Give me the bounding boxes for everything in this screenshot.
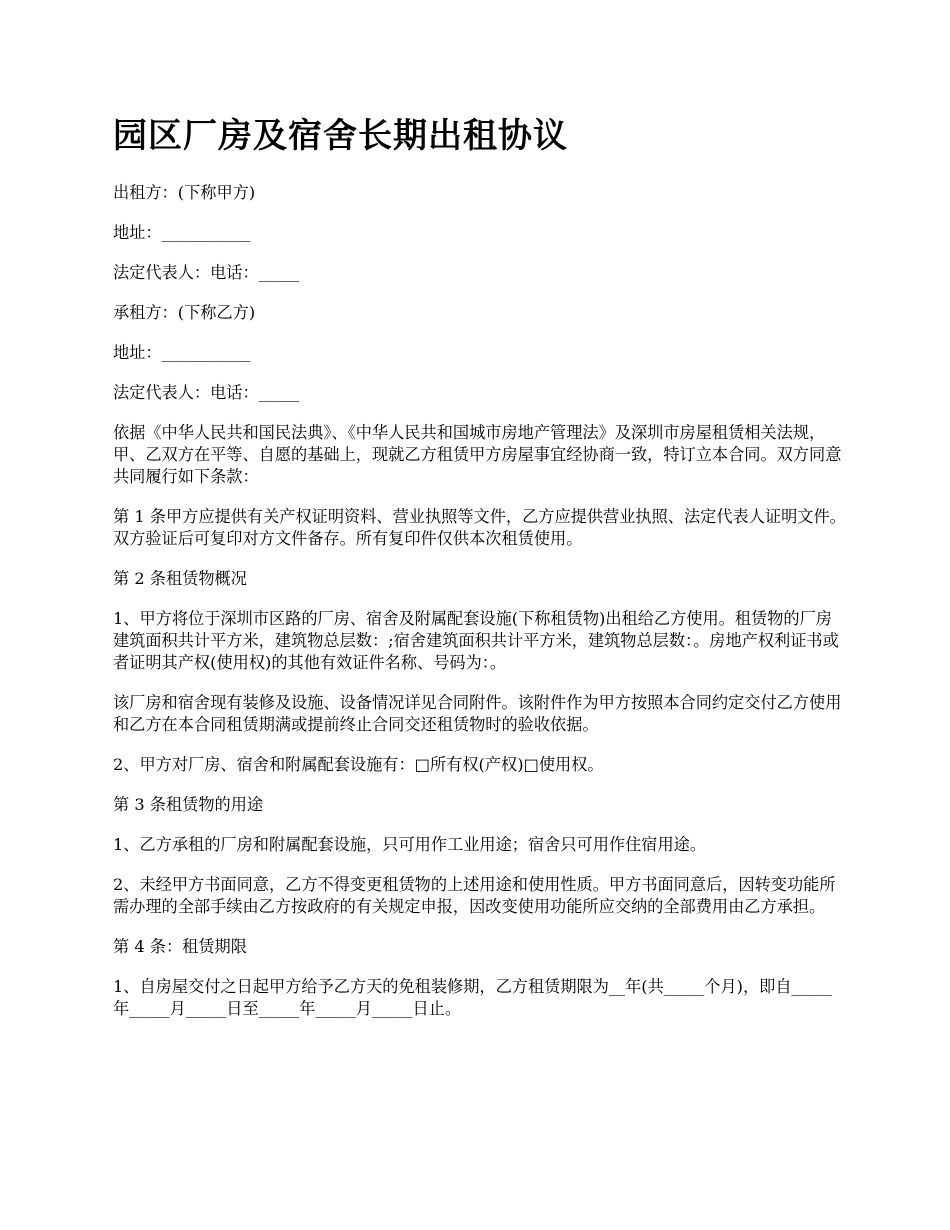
article-4-clause-1: 1、自房屋交付之日起甲方给予乙方天的免租装修期，乙方租赁期限为__年(共_____个月)，即自_____年_____月_____日至_____年_____月_____日止。 bbox=[113, 977, 832, 1018]
document-title: 园区厂房及宿舍长期出租协议 bbox=[113, 116, 568, 156]
article-4-heading: 第 4 条：租赁期限 bbox=[113, 937, 247, 956]
article-3-clause-2: 2、未经甲方书面同意，乙方不得变更租赁物的上述用途和使用性质。甲方书面同意后，因转变功能所需办理的全部手续由乙方按政府的有关规定申报，因改变使用功能所应交纳的全部费用由乙方承担。 bbox=[113, 875, 836, 916]
article-3-heading: 第 3 条租赁物的用途 bbox=[113, 795, 264, 814]
lessor-representative-line: 法定代表人：电话：_____ bbox=[113, 263, 300, 282]
lessor-address-line: 地址：___________ bbox=[113, 223, 251, 242]
lessee-address-line: 地址：___________ bbox=[113, 343, 251, 362]
lessee-line: 承租方：(下称乙方) bbox=[113, 303, 256, 322]
article-2-clause-1: 1、甲方将位于深圳市区路的厂房、宿舍及附属配套设施(下称租赁物)出租给乙方使用。租赁物的厂房建筑面积共计平方米，建筑物总层数：;宿舍建筑面积共计平方米，建筑物总层数：。房地产权利证书或者证明其产权(使用权)的其他有效证件名称、号码为：。 bbox=[113, 609, 839, 672]
document-page bbox=[113, 112, 848, 1038]
article-2-heading: 第 2 条租赁物概况 bbox=[113, 569, 247, 588]
lessee-representative-line: 法定代表人：电话：_____ bbox=[113, 383, 300, 402]
lessor-line: 出租方：(下称甲方) bbox=[113, 183, 256, 202]
article-2-attachment-note: 该厂房和宿舍现有装修及设施、设备情况详见合同附件。该附件作为甲方按照本合同约定交付乙方使用和乙方在本合同租赁期满或提前终止合同交还租赁物时的验收依据。 bbox=[113, 693, 842, 734]
article-3-clause-1: 1、乙方承租的厂房和附属配套设施，只可用作工业用途；宿舍只可用作住宿用途。 bbox=[113, 835, 707, 854]
article-2-clause-2: 2、甲方对厂房、宿舍和附属配套设施有：□所有权(产权)□使用权。 bbox=[113, 755, 604, 774]
preamble-paragraph: 依据《中华人民共和国民法典》、《中华人民共和国城市房地产管理法》及深圳市房屋租赁相关法规，甲、乙双方在平等、自愿的基础上，现就乙方租赁甲方房屋事宜经协商一致，特订立本合同。双方同意共同履行如下条款： bbox=[113, 423, 842, 486]
article-1-paragraph: 第 1 条甲方应提供有关产权证明资料、营业执照等文件，乙方应提供营业执照、法定代表人证明文件。双方验证后可复印对方文件备存。所有复印件仅供本次租赁使用。 bbox=[113, 507, 846, 548]
